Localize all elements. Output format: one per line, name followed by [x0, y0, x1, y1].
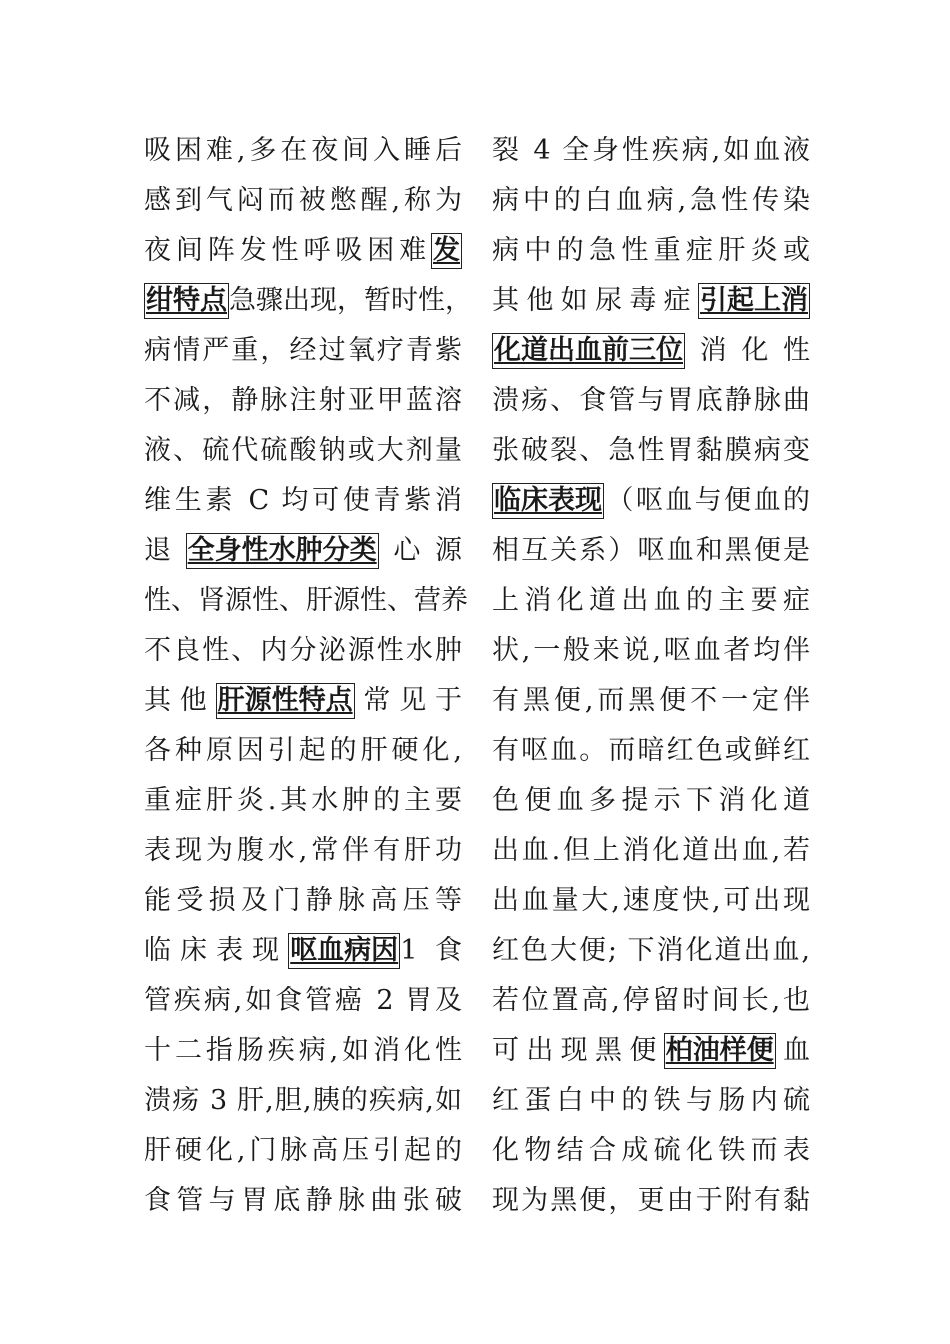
text-line	[492, 776, 810, 826]
text-line	[492, 1076, 810, 1126]
text-segment: 肝硬化,门脉高压引起的	[144, 1135, 462, 1166]
boxed-heading: 发	[431, 233, 462, 269]
text-line	[144, 126, 462, 176]
text-segment: 有呕血。而暗红色或鲜红	[492, 735, 810, 766]
text-line	[492, 126, 810, 176]
text-segment: 管疾病,如食管癌 2 胃及	[144, 985, 462, 1016]
text-segment: 心源	[378, 535, 463, 566]
text-line	[492, 1026, 810, 1076]
text-line	[492, 976, 810, 1026]
text-line	[492, 1126, 810, 1176]
text-line	[144, 676, 462, 726]
text-line	[144, 526, 462, 576]
text-line	[144, 976, 462, 1026]
text-line	[492, 476, 810, 526]
boxed-heading: 绀特点	[144, 283, 229, 319]
text-segment: 红蛋白中的铁与肠内硫	[492, 1085, 810, 1116]
text-segment: （呕血与便血的	[604, 485, 810, 516]
text-segment: 病中的白血病,急性传染	[492, 185, 810, 216]
text-line	[492, 926, 810, 976]
text-line	[492, 376, 810, 426]
text-segment: 可出现黑便	[492, 1035, 664, 1066]
boxed-heading: 柏油样便	[664, 1033, 776, 1069]
text-line	[492, 426, 810, 476]
text-line	[492, 826, 810, 876]
text-line	[144, 476, 462, 526]
text-segment: 溃疡、食管与胃底静脉曲	[492, 385, 810, 416]
boxed-heading: 引起上消	[698, 283, 810, 319]
text-segment: 不良性、内分泌源性水肿	[144, 635, 462, 666]
text-segment: 重症肝炎.其水肿的主要	[144, 785, 462, 816]
text-segment: 食管与胃底静脉曲张破	[144, 1185, 462, 1216]
text-segment: 状,一般来说,呕血者均伴	[492, 635, 810, 666]
text-line	[492, 1176, 810, 1226]
text-segment: 病情严重，经过氧疗青紫	[144, 335, 462, 366]
text-segment: 维生素 C 均可使青紫消	[144, 485, 462, 516]
text-segment: 血	[775, 1035, 811, 1066]
text-segment: 急骤出现，暂时性，	[229, 285, 472, 316]
left-column	[144, 126, 472, 1226]
text-segment: 出血.但上消化道出血,若	[492, 835, 810, 866]
text-segment: 上消化道出血的主要症	[492, 585, 810, 616]
text-line	[492, 676, 810, 726]
text-line	[144, 1126, 462, 1176]
text-segment: 出血量大,速度快,可出现	[492, 885, 810, 916]
text-line	[144, 276, 472, 326]
boxed-heading: 化道出血前三位	[492, 333, 685, 369]
text-line	[492, 726, 810, 776]
text-segment: 表现为腹水,常伴有肝功	[144, 835, 462, 866]
text-line	[492, 176, 810, 226]
text-line	[144, 776, 462, 826]
text-segment: 夜间阵发性呼吸困难	[144, 235, 431, 266]
text-line	[144, 326, 462, 376]
text-segment: 吸困难,多在夜间入睡后	[144, 135, 462, 166]
text-segment: 液、硫代硫酸钠或大剂量	[144, 435, 462, 466]
text-segment: 性、肾源性、肝源性、营养	[144, 585, 468, 616]
text-line	[492, 226, 810, 276]
text-line	[144, 876, 462, 926]
text-line	[144, 1026, 462, 1076]
text-line	[144, 226, 462, 276]
text-segment: 病中的急性重症肝炎或	[492, 235, 810, 266]
text-line	[492, 626, 810, 676]
text-segment: 相互关系）呕血和黑便是	[492, 535, 810, 566]
text-segment: 退	[144, 535, 186, 566]
text-segment: 溃疡 3 肝,胆,胰的疾病,如	[144, 1085, 462, 1116]
text-line	[144, 1176, 462, 1226]
right-column	[492, 126, 810, 1226]
text-line	[144, 1076, 462, 1126]
text-segment: 若位置高,停留时间长,也	[492, 985, 810, 1016]
boxed-heading: 呕血病因	[288, 933, 400, 969]
text-line	[144, 176, 462, 226]
text-segment: 其他如尿毒症	[492, 285, 698, 316]
text-line	[144, 626, 462, 676]
text-segment: 感到气闷而被憋醒,称为	[144, 185, 462, 216]
text-segment: 各种原因引起的肝硬化,	[144, 735, 462, 766]
text-line	[144, 426, 462, 476]
text-segment: 化物结合成硫化铁而表	[492, 1135, 810, 1166]
text-line	[492, 876, 810, 926]
boxed-heading: 全身性水肿分类	[186, 533, 379, 569]
text-segment: 裂 4 全身性疾病,如血液	[492, 135, 810, 166]
text-line	[492, 276, 810, 326]
text-segment: 现为黑便，更由于附有黏	[492, 1185, 810, 1216]
text-segment: 临床表现	[144, 935, 289, 966]
text-segment: 常见于	[354, 685, 463, 716]
text-segment: 1 食	[400, 935, 462, 966]
text-segment: 张破裂、急性胃黏膜病变	[492, 435, 810, 466]
text-segment: 有黑便,而黑便不一定伴	[492, 685, 810, 716]
text-segment: 能受损及门静脉高压等	[144, 885, 462, 916]
text-line	[492, 326, 810, 376]
text-segment: 十二指肠疾病,如消化性	[144, 1035, 462, 1066]
text-line	[144, 926, 462, 976]
text-line	[492, 576, 810, 626]
text-segment: 红色大便; 下消化道出血,	[492, 935, 810, 966]
text-segment: 色便血多提示下消化道	[492, 785, 810, 816]
text-segment: 不减，静脉注射亚甲蓝溶	[144, 385, 462, 416]
text-line	[492, 526, 810, 576]
text-line	[144, 376, 462, 426]
boxed-heading: 临床表现	[492, 483, 604, 519]
text-segment: 消化性	[685, 335, 810, 366]
boxed-heading: 肝源性特点	[216, 683, 355, 719]
text-line	[144, 726, 462, 776]
text-line	[144, 826, 462, 876]
text-line	[144, 576, 468, 626]
text-segment: 其他	[144, 685, 216, 716]
